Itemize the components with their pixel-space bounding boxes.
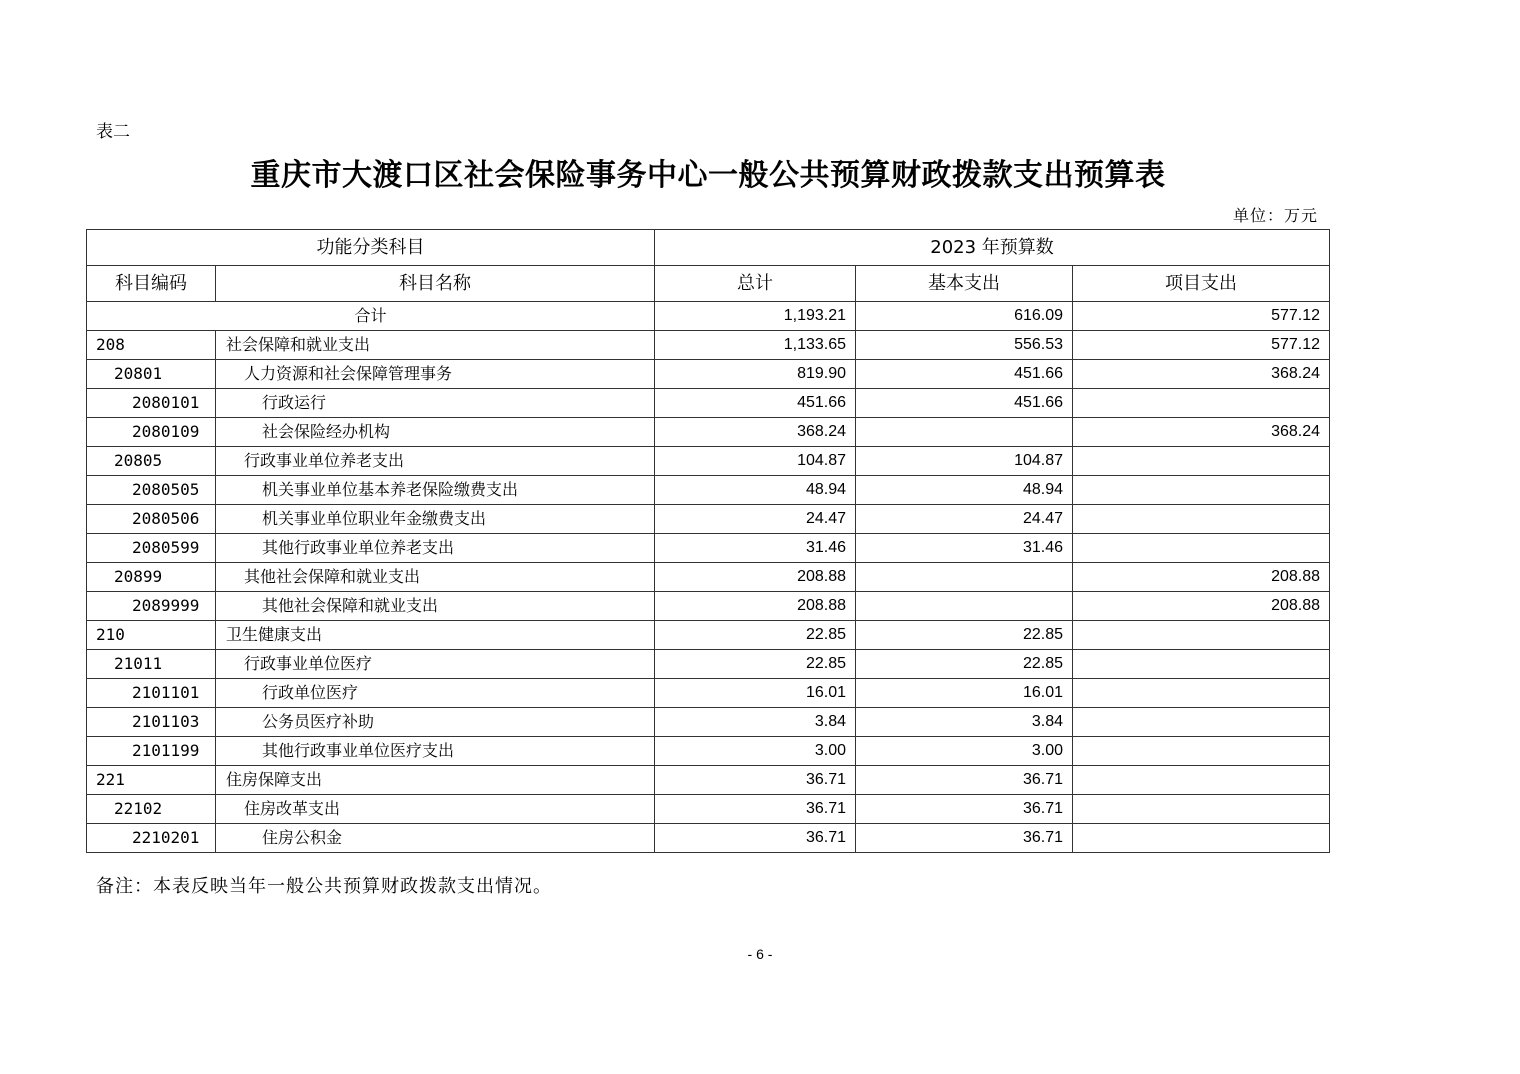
project-expense-cell <box>1073 708 1330 737</box>
total-cell: 819.90 <box>655 360 856 389</box>
subject-code-cell: 2080599 <box>87 534 216 563</box>
project-expense-cell <box>1073 650 1330 679</box>
project-expense-cell: 577.12 <box>1073 331 1330 360</box>
total-cell: 48.94 <box>655 476 856 505</box>
subject-name-cell: 机关事业单位职业年金缴费支出 <box>216 505 655 534</box>
column-header-name: 科目名称 <box>216 266 655 302</box>
basic-expense-cell <box>856 418 1073 447</box>
total-label: 合计 <box>87 302 655 331</box>
project-expense-cell: 368.24 <box>1073 418 1330 447</box>
total-cell: 31.46 <box>655 534 856 563</box>
subject-code-cell: 22102 <box>87 795 216 824</box>
basic-expense-cell: 3.00 <box>856 737 1073 766</box>
total-cell: 16.01 <box>655 679 856 708</box>
table-row <box>87 331 1330 360</box>
basic-expense-cell: 36.71 <box>856 795 1073 824</box>
total-cell: 208.88 <box>655 563 856 592</box>
subject-code-cell: 20805 <box>87 447 216 476</box>
subject-code-cell: 210 <box>87 621 216 650</box>
basic-expense-cell: 36.71 <box>856 824 1073 853</box>
project-expense-cell <box>1073 447 1330 476</box>
subject-code-cell: 20801 <box>87 360 216 389</box>
table-row <box>87 795 1330 824</box>
table-row <box>87 679 1330 708</box>
project-expense-cell <box>1073 505 1330 534</box>
total-cell: 22.85 <box>655 621 856 650</box>
total-cell: 3.84 <box>655 708 856 737</box>
unit-label: 单位：万元 <box>1232 206 1318 225</box>
table-row <box>87 708 1330 737</box>
basic-expense-cell: 31.46 <box>856 534 1073 563</box>
column-header-total: 总计 <box>655 266 856 302</box>
budget-table <box>86 229 1330 853</box>
table-row <box>87 650 1330 679</box>
basic-expense-cell: 48.94 <box>856 476 1073 505</box>
table-row <box>87 389 1330 418</box>
group-header: 功能分类科目 <box>87 230 655 266</box>
subject-name-cell: 公务员医疗补助 <box>216 708 655 737</box>
subject-name-cell: 其他社会保障和就业支出 <box>216 563 655 592</box>
basic-expense-cell: 24.47 <box>856 505 1073 534</box>
basic-expense-cell: 16.01 <box>856 679 1073 708</box>
project-expense-cell <box>1073 389 1330 418</box>
subject-code-cell: 208 <box>87 331 216 360</box>
basic-expense-cell: 22.85 <box>856 621 1073 650</box>
basic-expense-cell: 36.71 <box>856 766 1073 795</box>
total-cell: 1,133.65 <box>655 331 856 360</box>
table-row <box>87 534 1330 563</box>
table-row <box>87 824 1330 853</box>
subject-name-cell: 其他社会保障和就业支出 <box>216 592 655 621</box>
table-row <box>87 766 1330 795</box>
column-header-basic: 基本支出 <box>856 266 1073 302</box>
subject-code-cell: 2101199 <box>87 737 216 766</box>
header-row-group <box>87 230 1330 266</box>
subject-code-cell: 2080109 <box>87 418 216 447</box>
subject-code-cell: 2080505 <box>87 476 216 505</box>
subject-name-cell: 行政运行 <box>216 389 655 418</box>
subject-name-cell: 其他行政事业单位医疗支出 <box>216 737 655 766</box>
total-cell: 36.71 <box>655 824 856 853</box>
total-cell: 24.47 <box>655 505 856 534</box>
total-cell: 3.00 <box>655 737 856 766</box>
basic-expense-cell: 451.66 <box>856 389 1073 418</box>
total-cell: 22.85 <box>655 650 856 679</box>
subject-code-cell: 2080506 <box>87 505 216 534</box>
project-expense-cell <box>1073 534 1330 563</box>
subject-name-cell: 人力资源和社会保障管理事务 <box>216 360 655 389</box>
column-header-project: 项目支出 <box>1073 266 1330 302</box>
subject-name-cell: 卫生健康支出 <box>216 621 655 650</box>
total-cell: 451.66 <box>655 389 856 418</box>
footnote: 备注：本表反映当年一般公共预算财政拨款支出情况。 <box>96 876 552 897</box>
budget-table-body <box>87 230 1330 853</box>
page-number: - 6 - <box>747 946 773 962</box>
subject-code-cell: 2101101 <box>87 679 216 708</box>
total-cell: 368.24 <box>655 418 856 447</box>
basic-expense-cell: 3.84 <box>856 708 1073 737</box>
project-expense-cell <box>1073 824 1330 853</box>
subject-code-cell: 2080101 <box>87 389 216 418</box>
subject-code-cell: 2210201 <box>87 824 216 853</box>
subject-name-cell: 其他行政事业单位养老支出 <box>216 534 655 563</box>
total-cell: 36.71 <box>655 795 856 824</box>
total-cell: 36.71 <box>655 766 856 795</box>
project-expense-cell <box>1073 679 1330 708</box>
project-expense-cell <box>1073 476 1330 505</box>
total-row <box>87 302 1330 331</box>
subject-name-cell: 行政事业单位医疗 <box>216 650 655 679</box>
subject-name-cell: 住房公积金 <box>216 824 655 853</box>
table-row <box>87 563 1330 592</box>
subject-name-cell: 行政单位医疗 <box>216 679 655 708</box>
total-project: 577.12 <box>1073 302 1330 331</box>
header-row-columns <box>87 266 1330 302</box>
subject-code-cell: 221 <box>87 766 216 795</box>
project-expense-cell: 368.24 <box>1073 360 1330 389</box>
subject-name-cell: 行政事业单位养老支出 <box>216 447 655 476</box>
year-header: 2023 年预算数 <box>655 230 1330 266</box>
table-number-label: 表二 <box>96 122 130 142</box>
page-title: 重庆市大渡口区社会保险事务中心一般公共预算财政拨款支出预算表 <box>250 158 1166 193</box>
project-expense-cell: 208.88 <box>1073 563 1330 592</box>
total-cell: 104.87 <box>655 447 856 476</box>
basic-expense-cell: 556.53 <box>856 331 1073 360</box>
table-row <box>87 447 1330 476</box>
basic-expense-cell <box>856 563 1073 592</box>
table-row <box>87 592 1330 621</box>
total-cell: 208.88 <box>655 592 856 621</box>
table-row <box>87 505 1330 534</box>
column-header-code: 科目编码 <box>87 266 216 302</box>
subject-name-cell: 机关事业单位基本养老保险缴费支出 <box>216 476 655 505</box>
subject-code-cell: 20899 <box>87 563 216 592</box>
project-expense-cell <box>1073 621 1330 650</box>
table-row <box>87 621 1330 650</box>
table-row <box>87 476 1330 505</box>
basic-expense-cell <box>856 592 1073 621</box>
total-basic: 616.09 <box>856 302 1073 331</box>
project-expense-cell: 208.88 <box>1073 592 1330 621</box>
project-expense-cell <box>1073 737 1330 766</box>
subject-name-cell: 住房改革支出 <box>216 795 655 824</box>
table-row <box>87 360 1330 389</box>
subject-code-cell: 2101103 <box>87 708 216 737</box>
project-expense-cell <box>1073 795 1330 824</box>
basic-expense-cell: 104.87 <box>856 447 1073 476</box>
subject-name-cell: 社会保险经办机构 <box>216 418 655 447</box>
subject-code-cell: 2089999 <box>87 592 216 621</box>
table-row <box>87 418 1330 447</box>
project-expense-cell <box>1073 766 1330 795</box>
total-sum: 1,193.21 <box>655 302 856 331</box>
basic-expense-cell: 451.66 <box>856 360 1073 389</box>
subject-name-cell: 社会保障和就业支出 <box>216 331 655 360</box>
subject-name-cell: 住房保障支出 <box>216 766 655 795</box>
subject-code-cell: 21011 <box>87 650 216 679</box>
basic-expense-cell: 22.85 <box>856 650 1073 679</box>
table-row <box>87 737 1330 766</box>
